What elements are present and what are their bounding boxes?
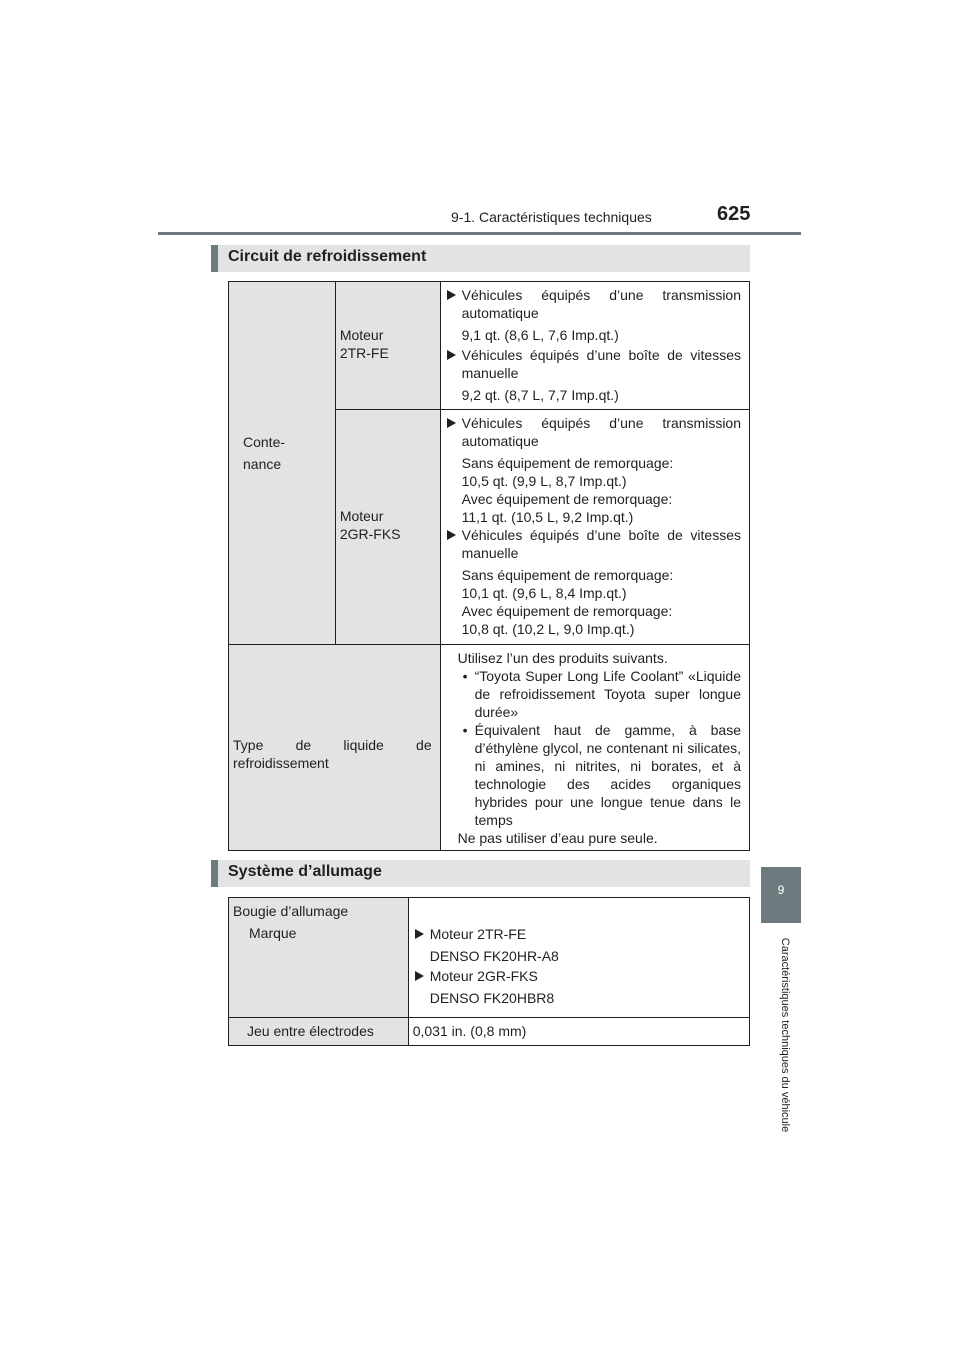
engine-2trfe-values [440,282,749,410]
auto-capacity-value: 9,1 qt. (8,6 L, 7,6 Imp.qt.) [461,327,619,343]
engine-2trfe-plug: DENSO FK20HR-A8 [429,948,559,964]
chapter-tab-label: Caractéristiques techniques du véhicule [779,937,791,1133]
capacity-label-cell [229,282,336,645]
header-rule [158,232,801,235]
spark-plug-label: Bougie d’allumage [233,903,349,919]
manual-capacity-value: Sans équipement de remorquage: 10,1 qt. (9,6 L, 8,4 Imp.qt.) Avec équipement de remorquage: 10,8 qt. (10,2 L, 9,0 Imp.qt.) [461,567,674,637]
engine-2grfks-label: Moteur 2GR-FKS [339,508,401,542]
spark-plug-values [408,898,749,1018]
auto-transmission-label: Véhicules équipés d’une transmission automatique [445,286,741,322]
coolant-type-cell [229,645,441,851]
engine-2trfe-label: Moteur 2TR-FE [413,925,741,943]
gap-value-cell [408,1018,749,1046]
coolant-option-equivalent: • Équivalent haut de gamme, à base d’éthylène glycol, ne contenant ni silicates, ni amines, ni nitrites, ni borates, et à technologie des acides organiques hybrides pour une longue tenue dans le temps [458,721,741,829]
auto-transmission-label: Véhicules équipés d’une transmission automatique [445,414,741,450]
gap-value: 0,031 in. (0,8 mm) [412,1023,527,1039]
manual-capacity-value: 9,2 qt. (8,7 L, 7,7 Imp.qt.) [461,387,619,403]
running-header-section: 9-1. Caractéristiques techniques [451,209,652,225]
chapter-tab: 9 [761,867,801,923]
coolant-intro: Utilisez l’un des produits suivants. [457,650,668,666]
page-number: 625 [717,203,751,225]
capacity-label: Conte- nance [243,434,286,472]
engine-2grfks-values [440,410,749,645]
gap-label-cell [229,1018,409,1046]
auto-capacity-value: Sans équipement de remorquage: 10,5 qt. (9,9 L, 8,7 Imp.qt.) Avec équipement de remorquage: 11,1 qt. (10,5 L, 9,2 Imp.qt.) [461,455,674,525]
ignition-spec-table [228,897,750,1046]
coolant-note: Ne pas utiliser d’eau pure seule. [457,830,658,846]
coolant-option-toyota: • “Toyota Super Long Life Coolant” «Liquide de refroidissement Toyota super longue durée» [458,667,741,721]
gap-label: Jeu entre électrodes [247,1023,374,1039]
manual-transmission-label: Véhicules équipés d’une boîte de vitesses manuelle [445,526,741,562]
section-title-cooling: Circuit de refroidissement [211,245,750,272]
manual-transmission-label: Véhicules équipés d’une boîte de vitesses manuelle [445,346,741,382]
coolant-type-label: Type de liquide de refroidissement [233,736,432,771]
engine-2trfe-cell [335,282,440,410]
engine-2grfks-cell [335,410,440,645]
engine-2grfks-label: Moteur 2GR-FKS [413,967,741,985]
coolant-type-values [440,645,749,851]
section-title-ignition: Système d’allumage [211,860,750,887]
spark-plug-cell [229,898,409,1018]
cooling-spec-table [228,281,750,851]
engine-2grfks-plug: DENSO FK20HBR8 [429,990,555,1006]
brand-label: Marque [249,925,297,941]
engine-2trfe-label: Moteur 2TR-FE [339,327,389,361]
